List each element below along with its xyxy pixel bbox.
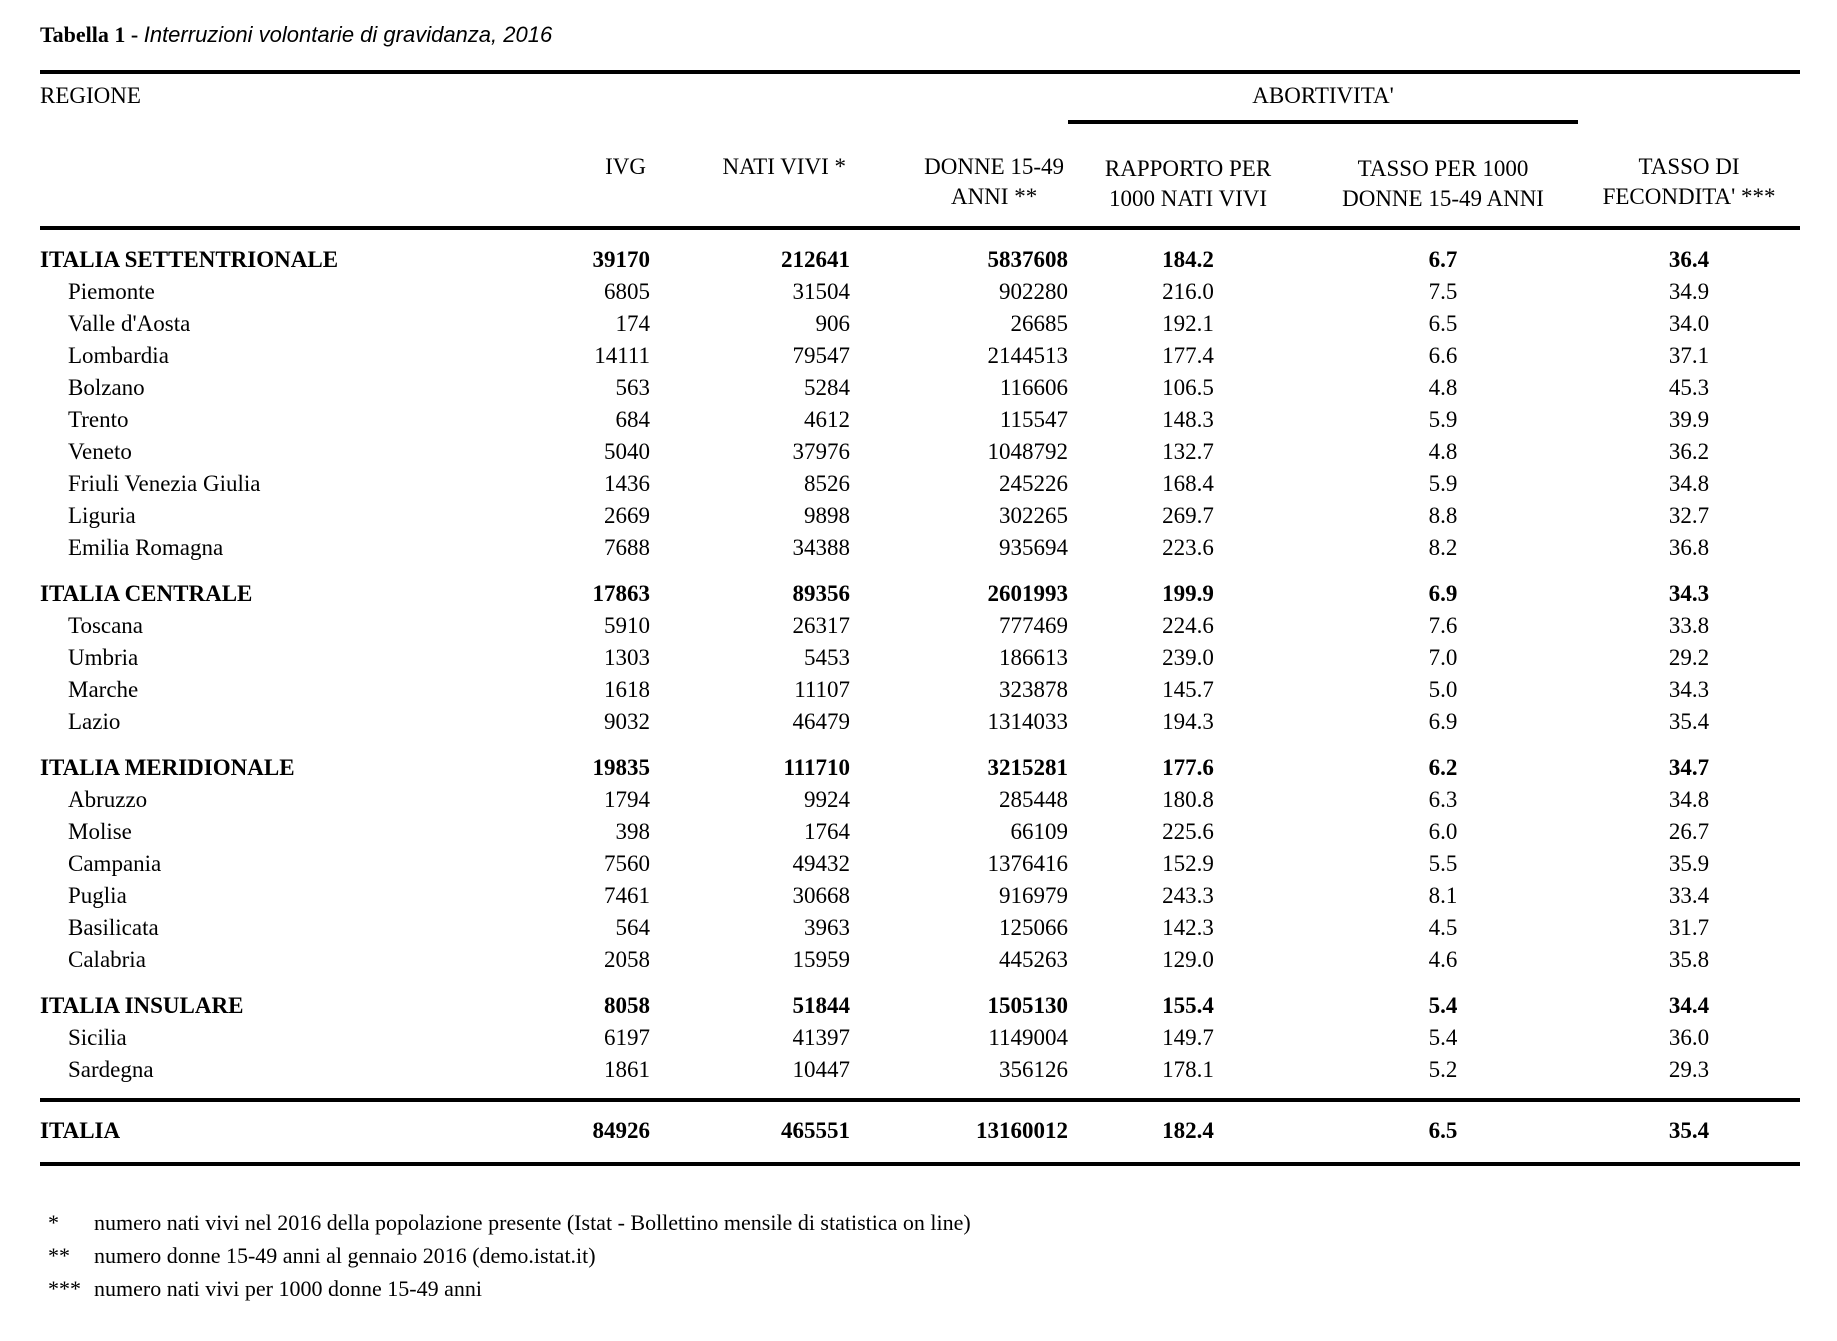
value-cell: 33.4 [1668,883,1710,908]
value-cell: 2601993 [987,581,1069,606]
value-cell: 149.7 [1162,1025,1214,1050]
value-cell: 186613 [999,645,1069,670]
region-label: Valle d'Aosta [68,311,191,336]
col-header-tasso-1000-donne: TASSO PER 1000 DONNE 15-49 ANNI [1308,122,1578,228]
value-cell: 8526 [804,471,850,496]
value-cell: 269.7 [1162,503,1214,528]
abortivita-group-header: ABORTIVITA' [1068,72,1578,122]
value-cell: 4.8 [1428,439,1458,464]
value-cell: 8.8 [1428,503,1458,528]
value-cell: 1505130 [987,993,1069,1018]
value-cell: 49432 [792,851,850,876]
value-cell: 1376416 [987,851,1069,876]
value-cell: 7461 [604,883,650,908]
footnote [48,1272,1800,1305]
value-cell: 7.5 [1428,279,1458,304]
value-cell: 6.7 [1428,247,1458,272]
region-label: ITALIA SETTENTRIONALE [40,247,339,272]
value-cell: 445263 [999,947,1069,972]
value-cell: 5837608 [987,247,1069,272]
table-title [40,22,1800,48]
footnote-marker: *** [48,1276,81,1301]
value-cell: 3215281 [987,755,1069,780]
value-cell: 34.3 [1668,677,1710,702]
region-label: ITALIA INSULARE [40,993,244,1018]
region-row [40,944,1800,976]
value-cell: 46479 [792,709,850,734]
col-header-nati-vivi: NATI VIVI * [650,122,850,228]
value-cell: 465551 [781,1118,850,1143]
region-row [40,308,1800,340]
value-cell: 4612 [804,407,850,432]
region-label: Molise [68,819,132,844]
value-cell: 36.2 [1668,439,1710,464]
value-cell: 684 [615,407,650,432]
value-cell: 36.0 [1668,1025,1710,1050]
value-cell: 5.9 [1428,471,1458,496]
value-cell: 916979 [999,883,1069,908]
col-header-tasso-fecondita: TASSO DI FECONDITA' *** [1578,122,1800,228]
value-cell: 9898 [804,503,850,528]
col-header-donne-15-49: DONNE 15-49 ANNI ** [850,122,1068,228]
value-cell: 5910 [604,613,650,638]
value-cell: 1048792 [987,439,1069,464]
region-column-header: REGIONE [40,83,141,108]
value-cell: 194.3 [1162,709,1214,734]
region-label: Marche [68,677,139,702]
value-cell: 37.1 [1668,343,1710,368]
value-cell: 45.3 [1668,375,1710,400]
value-cell: 33.8 [1668,613,1710,638]
value-cell: 178.1 [1162,1057,1214,1082]
spacer-cell [40,1086,1800,1100]
footnotes [48,1206,1800,1305]
value-cell: 1764 [804,819,850,844]
value-cell: 224.6 [1162,613,1214,638]
value-cell: 17863 [592,581,650,606]
value-cell: 34388 [792,535,850,560]
table-header [40,72,1800,228]
value-cell: 8058 [604,993,650,1018]
region-row [40,784,1800,816]
region-label: Calabria [68,947,146,972]
region-row [40,816,1800,848]
value-cell: 9032 [604,709,650,734]
value-cell: 31.7 [1668,915,1710,940]
footnote-text: numero nati vivi nel 2016 della popolazione presente (Istat - Bollettino mensile di statistica on line) [94,1210,971,1235]
value-cell: 31504 [792,279,850,304]
value-cell: 35.4 [1668,709,1710,734]
region-label: Umbria [68,645,139,670]
value-cell: 34.8 [1668,787,1710,812]
value-cell: 84926 [592,1118,650,1143]
region-row [40,436,1800,468]
value-cell: 34.0 [1668,311,1710,336]
value-cell: 5.0 [1428,677,1458,702]
footnote-text: numero nati vivi per 1000 donne 15-49 anni [94,1276,482,1301]
value-cell: 7688 [604,535,650,560]
value-cell: 30668 [792,883,850,908]
value-cell: 19835 [592,755,650,780]
value-cell: 192.1 [1162,311,1214,336]
group-header-row [40,72,1800,122]
region-row [40,642,1800,674]
value-cell: 5453 [804,645,850,670]
value-cell: 15959 [792,947,850,972]
value-cell: 6.9 [1428,709,1458,734]
value-cell: 35.9 [1668,851,1710,876]
value-cell: 212641 [781,247,850,272]
value-cell: 32.7 [1668,503,1710,528]
value-cell: 906 [815,311,850,336]
region-row [40,340,1800,372]
value-cell: 935694 [999,535,1069,560]
value-cell: 6.5 [1428,311,1458,336]
footnote [48,1206,1800,1239]
region-label: Toscana [68,613,144,638]
value-cell: 66109 [1010,819,1069,844]
region-row [40,912,1800,944]
value-cell: 36.8 [1668,535,1710,560]
value-cell: 26317 [792,613,850,638]
region-row [40,468,1800,500]
value-cell: 155.4 [1162,993,1214,1018]
region-label: Trento [68,407,129,432]
value-cell: 1436 [604,471,650,496]
value-cell: 243.3 [1162,883,1214,908]
section-total-row [40,228,1800,276]
region-row [40,610,1800,642]
value-cell: 115547 [999,407,1069,432]
footnote-text: numero donne 15-49 anni al gennaio 2016 (demo.istat.it) [94,1243,596,1268]
region-row [40,848,1800,880]
region-row [40,880,1800,912]
value-cell: 106.5 [1162,375,1214,400]
value-cell: 111710 [783,755,850,780]
value-cell: 6.2 [1428,755,1458,780]
region-row [40,706,1800,738]
value-cell: 4.8 [1428,375,1458,400]
header-spacer [430,72,1068,122]
footnote [48,1239,1800,1272]
footnote-marker: ** [48,1243,70,1268]
section-total-row [40,976,1800,1022]
value-cell: 36.4 [1668,247,1710,272]
region-row [40,372,1800,404]
value-cell: 356126 [999,1057,1069,1082]
value-cell: 34.3 [1668,581,1710,606]
value-cell: 1618 [604,677,650,702]
value-cell: 41397 [792,1025,850,1050]
value-cell: 14111 [594,343,650,368]
value-cell: 34.4 [1668,993,1710,1018]
region-row [40,500,1800,532]
value-cell: 26.7 [1668,819,1710,844]
value-cell: 39.9 [1668,407,1710,432]
value-cell: 5.9 [1428,407,1458,432]
section-total-row [40,564,1800,610]
value-cell: 180.8 [1162,787,1214,812]
value-cell: 13160012 [976,1118,1069,1143]
table-total [40,1100,1800,1164]
region-label: Lombardia [68,343,169,368]
value-cell: 6.3 [1428,787,1458,812]
value-cell: 563 [615,375,650,400]
region-row [40,404,1800,436]
value-cell: 6805 [604,279,650,304]
value-cell: 223.6 [1162,535,1214,560]
column-header-row [40,122,1800,228]
value-cell: 34.9 [1668,279,1710,304]
section-total-row [40,738,1800,784]
value-cell: 34.8 [1668,471,1710,496]
value-cell: 26685 [1010,311,1069,336]
value-cell: 10447 [792,1057,850,1082]
table-title-label: Tabella 1 - [40,22,139,47]
value-cell: 1149004 [988,1025,1069,1050]
value-cell: 182.4 [1162,1118,1214,1143]
value-cell: 89356 [792,581,850,606]
value-cell: 6.9 [1428,581,1458,606]
value-cell: 6.5 [1428,1118,1458,1143]
value-cell: 4.5 [1428,915,1458,940]
value-cell: 1303 [604,645,650,670]
value-cell: 902280 [999,279,1069,304]
value-cell: 564 [615,915,650,940]
value-cell: 184.2 [1162,247,1214,272]
value-cell: 8.2 [1428,535,1458,560]
region-label: Sardegna [68,1057,154,1082]
ivg-statistics-table [40,70,1800,1166]
region-label: Sicilia [68,1025,127,1050]
value-cell: 174 [615,311,650,336]
value-cell: 29.3 [1668,1057,1710,1082]
region-label: Liguria [68,503,136,528]
region-label: Basilicata [68,915,159,940]
region-row [40,1054,1800,1086]
value-cell: 777469 [999,613,1069,638]
value-cell: 35.8 [1668,947,1710,972]
value-cell: 11107 [794,677,850,702]
value-cell: 2058 [604,947,650,972]
region-row [40,674,1800,706]
col-header-ivg: IVG [430,122,650,228]
value-cell: 6.6 [1428,343,1458,368]
value-cell: 79547 [792,343,850,368]
value-cell: 1314033 [987,709,1069,734]
value-cell: 129.0 [1162,947,1214,972]
col-header-rapporto: RAPPORTO PER 1000 NATI VIVI [1068,122,1308,228]
value-cell: 6197 [604,1025,650,1050]
value-cell: 2669 [604,503,650,528]
value-cell: 285448 [999,787,1069,812]
header-spacer [1578,72,1800,122]
value-cell: 323878 [999,677,1069,702]
value-cell: 145.7 [1162,677,1214,702]
region-label: ITALIA [40,1118,121,1143]
value-cell: 5.2 [1428,1057,1458,1082]
region-label: Abruzzo [68,787,148,812]
value-cell: 245226 [999,471,1069,496]
region-label: ITALIA MERIDIONALE [40,755,295,780]
region-label: Friuli Venezia Giulia [68,471,261,496]
value-cell: 4.6 [1428,947,1458,972]
region-label: ITALIA CENTRALE [40,581,253,606]
value-cell: 398 [615,819,650,844]
value-cell: 51844 [792,993,850,1018]
value-cell: 142.3 [1162,915,1214,940]
value-cell: 302265 [999,503,1069,528]
table-body [40,228,1800,1100]
value-cell: 8.1 [1428,883,1458,908]
value-cell: 225.6 [1162,819,1214,844]
value-cell: 7560 [604,851,650,876]
table-title-subtitle: Interruzioni volontarie di gravidanza, 2016 [143,22,553,47]
value-cell: 177.6 [1162,755,1214,780]
value-cell: 2144513 [987,343,1069,368]
region-row [40,532,1800,564]
value-cell: 5040 [604,439,650,464]
value-cell: 216.0 [1162,279,1214,304]
spacer-row [40,1086,1800,1100]
value-cell: 29.2 [1668,645,1710,670]
value-cell: 1861 [604,1057,650,1082]
value-cell: 5.5 [1428,851,1458,876]
header-spacer [40,122,430,228]
value-cell: 168.4 [1162,471,1214,496]
value-cell: 116606 [999,375,1069,400]
region-label: Emilia Romagna [68,535,224,560]
region-label: Puglia [68,883,127,908]
region-row [40,276,1800,308]
region-label: Piemonte [68,279,155,304]
region-label: Lazio [68,709,121,734]
value-cell: 35.4 [1668,1118,1710,1143]
value-cell: 5.4 [1428,993,1458,1018]
value-cell: 37976 [792,439,850,464]
value-cell: 177.4 [1162,343,1214,368]
value-cell: 132.7 [1162,439,1214,464]
value-cell: 5.4 [1428,1025,1458,1050]
value-cell: 148.3 [1162,407,1214,432]
value-cell: 3963 [804,915,850,940]
footnote-marker: * [48,1210,59,1235]
value-cell: 152.9 [1162,851,1214,876]
region-label: Campania [68,851,162,876]
value-cell: 1794 [604,787,650,812]
value-cell: 199.9 [1162,581,1214,606]
value-cell: 7.0 [1428,645,1458,670]
value-cell: 5284 [804,375,850,400]
value-cell: 125066 [999,915,1069,940]
value-cell: 6.0 [1428,819,1458,844]
value-cell: 9924 [804,787,850,812]
italia-total-row [40,1100,1800,1164]
region-row [40,1022,1800,1054]
region-label: Bolzano [68,375,145,400]
value-cell: 239.0 [1162,645,1214,670]
value-cell: 34.7 [1668,755,1710,780]
value-cell: 39170 [592,247,650,272]
region-label: Veneto [68,439,132,464]
value-cell: 7.6 [1428,613,1458,638]
